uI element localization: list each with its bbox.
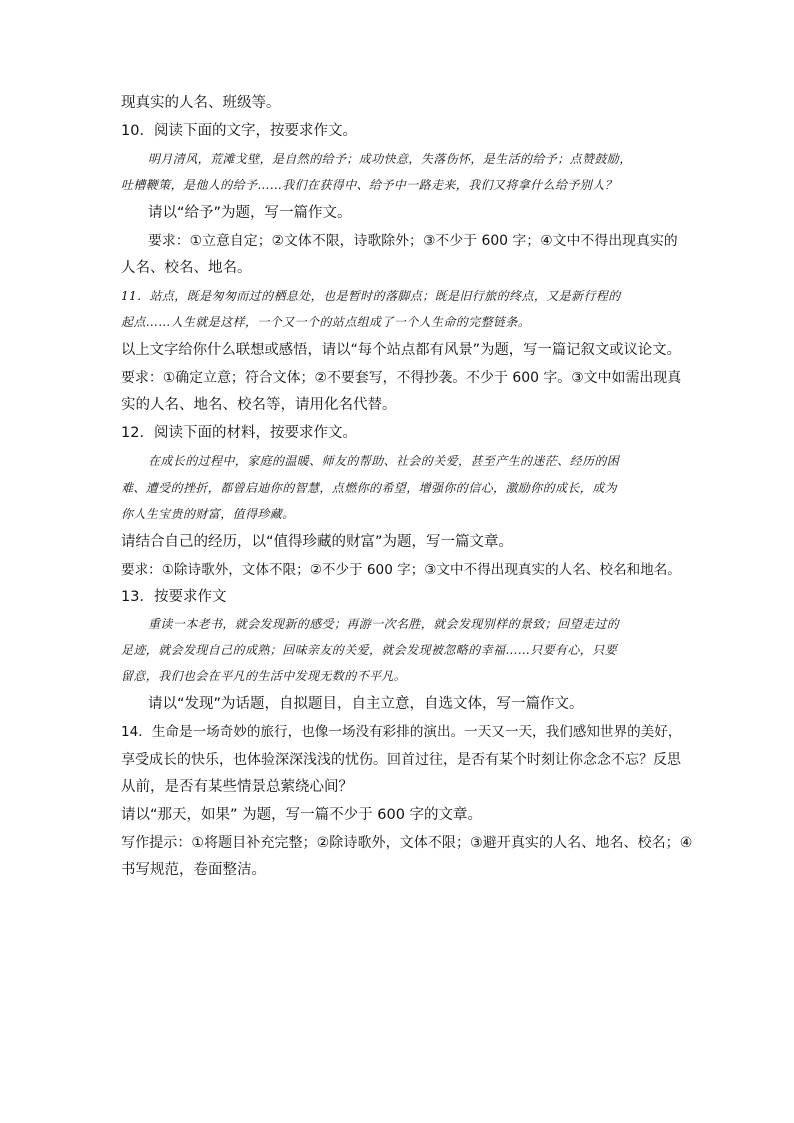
material-line: 明月清风，荒滩戈壁，是自然的给予；成功快意，失落伤怀，是生活的给予；点赞鼓励， xyxy=(148,152,632,166)
material-line: 重读一本老书，就会发现新的感受；再游一次名胜，就会发现别样的景致；回望走过的 xyxy=(148,617,620,631)
material-line: 足迹，就会发现自己的成熟；回味亲友的关爱，就会发现被忽略的幸福……只要有心，只要 xyxy=(121,643,618,657)
material-line: 吐槽鞭策，是他人的给予……我们在获得中、给予中一路走来，我们又将拿什么给予别人？ xyxy=(121,178,618,192)
material-line: 享受成长的快乐，也体验深深浅浅的忧伤。回首过往，是否有某个时刻让你念念不忘？反思 xyxy=(121,752,681,768)
question-12-heading: 12．阅读下面的材料，按要求作文。 xyxy=(121,425,357,441)
text-line: 现真实的人名、班级等。 xyxy=(121,95,281,111)
prompt-line: 请以“发现”为话题，自拟题目，自主立意，自选文体，写一篇作文。 xyxy=(148,696,584,712)
requirement-line: 要求：①确定立意；符合文体；②不要套写，不得抄袭。不少于 600 字。③文中如需出现真 xyxy=(121,370,682,386)
material-line: 难、遭受的挫折，都曾启迪你的智慧，点燃你的希望，增强你的信心，激励你的成长，成为 xyxy=(121,481,618,495)
material-line: 你人生宝贵的财富，值得珍藏。 xyxy=(121,507,295,521)
requirement-line: 要求：①除诗歌外，文体不限；②不少于 600 字；③文中不得出现真实的人名、校名和地名。 xyxy=(121,562,681,578)
question-14-heading: 14．生命是一场奇妙的旅行，也像一场没有彩排的演出。一天又一天，我们感知世界的美好， xyxy=(121,724,682,740)
question-10-heading: 10．阅读下面的文字，按要求作文。 xyxy=(121,123,357,139)
material-line: 从前，是否有某些情景总萦绕心间？ xyxy=(121,779,353,795)
material-line: 起点……人生就是这样，一个又一个的站点组成了一个人生命的完整链条。 xyxy=(121,315,531,329)
requirement-line: 人名、校名、地名。 xyxy=(121,260,252,276)
question-11-heading: 11．站点，既是匆匆而过的栖息处，也是暂时的落脚点；既是旧行旅的终点，又是新行程的 xyxy=(121,289,621,303)
material-line: 留意，我们也会在平凡的生活中发现无数的不平凡。 xyxy=(121,669,407,683)
prompt-line: 请以“给予”为题，写一篇作文。 xyxy=(148,205,352,221)
requirement-line: 要求：①立意自定；②文体不限，诗歌除外；③不少于 600 字；④文中不得出现真实的 xyxy=(148,233,678,249)
prompt-line: 以上文字给你什么联想或感悟，请以“每个站点都有风景”为题，写一篇记叙文或议论文。 xyxy=(121,342,681,358)
requirement-line: 实的人名、地名、校名等，请用化名代替。 xyxy=(121,397,397,413)
prompt-line: 请以“那天，如果” 为题，写一篇不少于 600 字的文章。 xyxy=(121,807,483,823)
prompt-line: 请结合自己的经历，以“值得珍藏的财富”为题，写一篇文章。 xyxy=(121,534,514,550)
question-13-heading: 13．按要求作文 xyxy=(121,589,227,605)
writing-tips-line: 书写规范，卷面整洁。 xyxy=(121,862,266,878)
material-line: 在成长的过程中，家庭的温暖、师友的帮助、社会的关爱，甚至产生的迷茫、经历的困 xyxy=(148,454,620,468)
writing-tips-line: 写作提示：①将题目补充完整；②除诗歌外，文体不限；③避开真实的人名、地名、校名；④ xyxy=(121,835,693,851)
